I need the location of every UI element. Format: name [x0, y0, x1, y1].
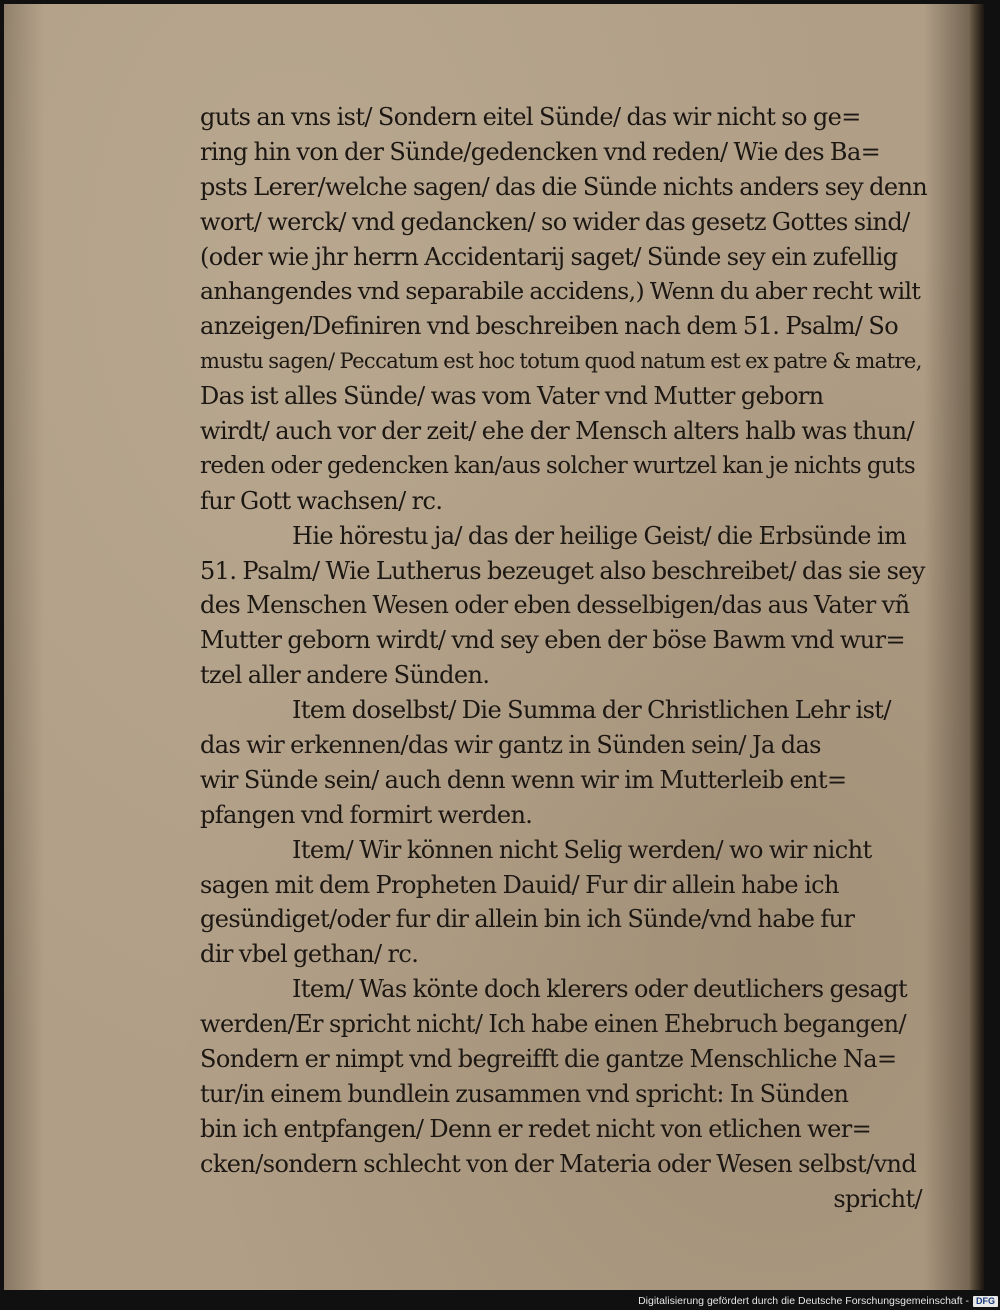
text-line: das wir erkennen/das wir gantz in Sünden sein/ Ja das: [200, 731, 821, 760]
dfg-logo: DFG: [973, 1296, 998, 1307]
text-line: Sondern er nimpt vnd begreifft die gantze Menschliche Na=: [200, 1045, 897, 1074]
paragraph-start-line: Hie hörestu ja/ das der heilige Geist/ die Erbsünde im: [292, 521, 907, 550]
text-line: mustu sagen/ Peccatum est hoc totum quod natum est ex patre & matre,: [200, 349, 922, 374]
text-line: psts Lerer/welche sagen/ das die Sünde nichts anders sey denn: [200, 172, 928, 201]
text-line: wort/ werck/ vnd gedancken/ so wider das gesetz Gottes sind/: [200, 207, 910, 236]
credit-text: Digitalisierung gefördert durch die Deutsche Forschungsgemeinschaft -: [638, 1295, 969, 1307]
text-line: anhangendes vnd separabile accidens,) Wenn du aber recht wilt: [200, 277, 921, 306]
text-line: tur/in einem bundlein zusammen vnd spricht: In Sünden: [200, 1079, 849, 1108]
paragraph-start-line: Item doselbst/ Die Summa der Christlichen Lehr ist/: [292, 696, 891, 725]
text-line: reden oder gedencken kan/aus solcher wurtzel kan je nichts guts: [200, 452, 916, 479]
text-line: 51. Psalm/ Wie Lutherus bezeuget also beschreibet/ das sie sey: [200, 556, 925, 585]
text-line: werden/Er spricht nicht/ Ich habe einen Ehebruch begangen/: [200, 1010, 906, 1039]
text-line: ring hin von der Sünde/gedencken vnd reden/ Wie des Ba=: [200, 137, 881, 166]
text-line: cken/sondern schlecht von der Materia oder Wesen selbst/vnd: [200, 1149, 917, 1178]
text-line: tzel aller andere Sünden.: [200, 661, 490, 690]
text-line: guts an vns ist/ Sondern eitel Sünde/ das wir nicht so ge=: [200, 103, 861, 131]
text-line: bin ich entpfangen/ Denn er redet nicht von etlichen wer=: [200, 1114, 872, 1143]
text-line: fur Gott wachsen/ rc.: [200, 486, 443, 515]
paragraph-start-line: Item/ Wir können nicht Selig werden/ wo wir nicht: [292, 835, 872, 864]
book-page: [4, 4, 970, 1290]
text-line: dir vbel gethan/ rc.: [200, 940, 419, 969]
paragraph-start-line: Item/ Was könte doch klerers oder deutlichers gesagt: [292, 975, 908, 1004]
catchword-line: spricht/: [833, 1184, 922, 1213]
text-line: sagen mit dem Propheten Dauid/ Fur dir allein habe ich: [200, 870, 839, 899]
page-text-block: [200, 100, 928, 1217]
text-line: Das ist alles Sünde/ was vom Vater vnd Mutter geborn: [200, 382, 824, 411]
text-line: Mutter geborn wirdt/ vnd sey eben der böse Bawm vnd wur=: [200, 626, 906, 655]
page-edge-shadow: [970, 4, 984, 1290]
text-line: pfangen vnd formirt werden.: [200, 800, 533, 829]
text-line: (oder wie jhr herrn Accidentarij saget/ Sünde sey ein zufellig: [200, 242, 898, 271]
text-line: wirdt/ auch vor der zeit/ ehe der Mensch alters halb was thun/: [200, 417, 914, 446]
digitization-credit: [598, 1294, 998, 1308]
text-line: wir Sünde sein/ auch denn wenn wir im Mutterleib ent=: [200, 765, 847, 794]
text-line: anzeigen/Definiren vnd beschreiben nach dem 51. Psalm/ So: [200, 312, 899, 341]
text-line: gesündiget/oder fur dir allein bin ich Sünde/vnd habe fur: [200, 905, 855, 934]
text-line: des Menschen Wesen oder eben desselbigen/das aus Vater vñ: [200, 591, 910, 620]
